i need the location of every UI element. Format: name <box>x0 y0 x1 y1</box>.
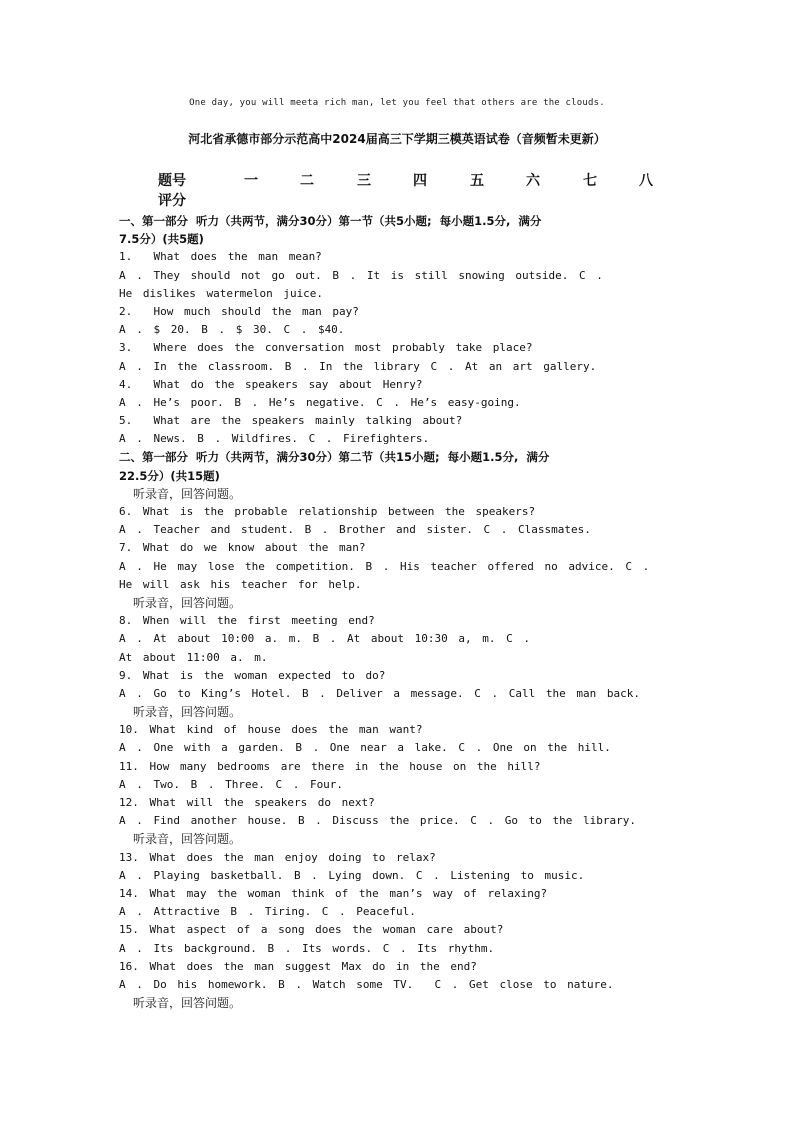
motto-header: One day, you will meeta rich man, let you feel that others are the clouds. <box>189 98 605 108</box>
exam-title: 河北省承德市部分示范高中2024届高三下学期三模英语试卷（音频暂未更新） <box>188 132 606 146</box>
question-text-line: 1. What does the man mean? <box>119 250 322 264</box>
question-text-line: A . Attractive B . Tiring. C . Peaceful. <box>119 905 416 919</box>
score-table-col-3: 三 <box>357 173 371 189</box>
score-table-col-2: 二 <box>300 173 314 189</box>
question-text-line: 7. What do we know about the man? <box>119 541 366 555</box>
question-text-line: A . One with a garden. B . One near a lake. C . One on the hill. <box>119 741 611 755</box>
question-text-line: 8. When will the first meeting end? <box>119 614 375 628</box>
score-table-col-6: 六 <box>526 173 540 189</box>
listening-instruction: 听录音，回答问题。 <box>133 486 242 501</box>
score-table-col-8: 八 <box>639 173 653 189</box>
section-heading: 7.5分）(共5题) <box>119 232 204 247</box>
question-text-line: A . He’s poor. B . He’s negative. C . He’s easy-going. <box>119 395 521 409</box>
question-text-line: 11. How many bedrooms are there in the house on the hill? <box>119 759 541 773</box>
question-text-line: A . News. B . Wildfires. C . Firefighters. <box>119 432 430 446</box>
score-table-col-4: 四 <box>413 173 427 189</box>
question-text-line: A . Find another house. B . Discuss the price. C . Go to the library. <box>119 814 636 828</box>
question-text-line: 9. What is the woman expected to do? <box>119 668 386 682</box>
question-text-line: 4. What do the speakers say about Henry? <box>119 377 423 391</box>
question-text-line: A . Teacher and student. B . Brother and sister. C . Classmates. <box>119 523 591 537</box>
score-table-col-1: 一 <box>244 173 258 189</box>
score-table-col-7: 七 <box>583 173 597 189</box>
question-text-line: 15. What aspect of a song does the woman care about? <box>119 923 504 937</box>
listening-instruction: 听录音，回答问题。 <box>133 595 242 610</box>
question-text-line: At about 11:00 a. m. <box>119 650 268 664</box>
question-text-line: A . He may lose the competition. B . His teacher offered no advice. C . <box>119 559 650 573</box>
question-text-line: A . Its background. B . Its words. C . Its rhythm. <box>119 941 495 955</box>
question-text-line: A . Playing basketball. B . Lying down. C . Listening to music. <box>119 868 585 882</box>
score-table-header-label: 题号 <box>158 173 186 189</box>
question-text-line: 12. What will the speakers do next? <box>119 796 375 809</box>
question-text-line: A . At about 10:00 a. m. B . At about 10:30 a, m. C . <box>119 632 530 646</box>
question-text-line: A . In the classroom. B . In the library C . At an art gallery. <box>119 359 597 373</box>
question-text-line: A . They should not go out. B . It is still snowing outside. C . <box>119 268 603 282</box>
question-text-line: A . Two. B . Three. C . Four. <box>119 777 344 791</box>
listening-instruction: 听录音，回答问题。 <box>133 996 242 1011</box>
question-text-line: 16. What does the man suggest Max do in the end? <box>119 959 477 973</box>
question-text-line: 3. Where does the conversation most probably take place? <box>119 341 533 355</box>
question-text-line: He dislikes watermelon juice. <box>119 286 324 300</box>
section-heading: 一、第一部分 听力（共两节，满分30分）第一节（共5小题; 每小题1.5分, 满分 <box>119 214 542 228</box>
question-text-line: 10. What kind of house does the man want? <box>119 723 423 737</box>
question-text-line: 5. What are the speakers mainly talking about? <box>119 414 463 428</box>
listening-instruction: 听录音，回答问题。 <box>133 832 242 847</box>
question-text-line: A . $ 20. B . $ 30. C . $40. <box>119 323 345 337</box>
score-table <box>158 170 668 210</box>
question-text-line: 14. What may the woman think of the man’s way of relaxing? <box>119 886 548 900</box>
question-text-line: A . Do his homework. B . Watch some TV. C . Get close to nature. <box>119 977 614 991</box>
score-table-col-5: 五 <box>470 173 484 189</box>
question-text-line: He will ask his teacher for help. <box>119 577 362 591</box>
question-text-line: 6. What is the probable relationship between the speakers? <box>119 505 536 518</box>
question-text-line: 2. How much should the man pay? <box>119 304 359 318</box>
score-table-row-label: 评分 <box>158 193 186 209</box>
section-heading: 二、第一部分 听力（共两节，满分30分）第二节（共15小题; 每小题1.5分, 满分 <box>119 450 550 465</box>
listening-instruction: 听录音，回答问题。 <box>133 705 242 720</box>
question-text-line: A . Go to King’s Hotel. B . Deliver a message. C . Call the man back. <box>119 686 640 700</box>
question-text-line: 13. What does the man enjoy doing to relax? <box>119 850 436 864</box>
question-content <box>119 212 679 1012</box>
section-heading: 22.5分）(共15题) <box>119 468 220 483</box>
